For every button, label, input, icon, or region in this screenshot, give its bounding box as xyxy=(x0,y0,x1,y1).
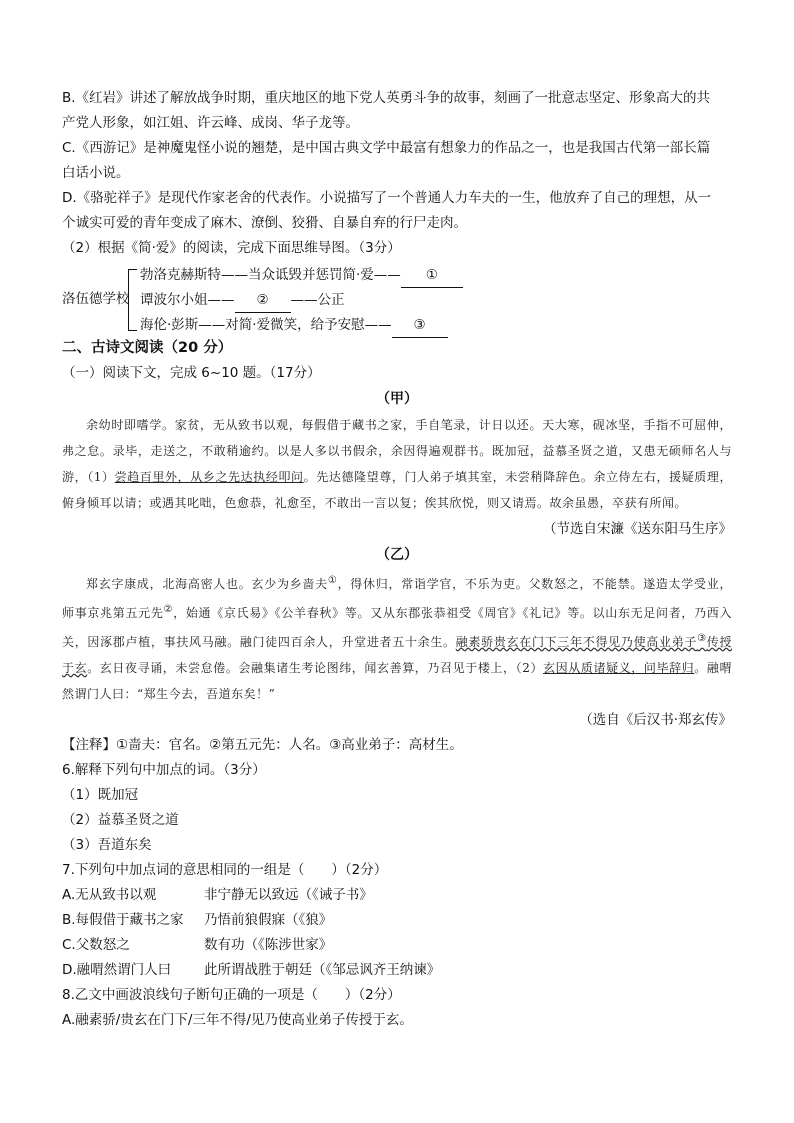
section-2-title: 二、古诗文阅读（20 分） xyxy=(62,340,233,356)
footnote-mark-1: ① xyxy=(327,575,338,586)
underlined-sentence-1: 尝趋百里外，从乡之先达执经叩问 xyxy=(114,470,304,484)
footnote-mark-3: ③ xyxy=(697,633,707,644)
question-6-item: （2）益慕圣贤之道 xyxy=(62,812,179,828)
passage-yi-title: （乙） xyxy=(376,547,418,563)
branch-text: 勃洛克赫斯特——当众诋毁并惩罚简·爱—— xyxy=(140,267,401,283)
answer-blank-3[interactable]: ③ xyxy=(392,313,448,338)
wavy-underline-sentence: 融素骄贵玄在门下三年不得见乃使高业弟子③传授于玄 xyxy=(62,633,732,675)
exam-page xyxy=(62,86,732,1033)
question-6-item: （1）既加冠 xyxy=(62,787,139,803)
passage-jia-source: （节选自宋濂《送东阳马生序》 xyxy=(543,521,732,537)
branch-text: 谭波尔小姐—— xyxy=(140,292,235,308)
answer-blank-2[interactable]: ② xyxy=(235,288,291,313)
passage-jia: 余幼时即嗜学。家贫，无从致书以观，每假借于藏书之家，手自笔录，计日以还。天大寒，砚冰坚，手指不可屈伸，弗之怠。录毕，走送之，不敢稍逾约。以是人多以书假余，余因得遍观群书。既加冠，益慕圣贤之道，又患无硕师名人与游，（1）尝趋百里外，从乡之先达执经叩问。先达德隆望尊，门人弟子填其室，未尝稍降辞色。余立侍左右，援疑质理，俯身倾耳以请；或遇其叱咄，色愈恭，礼愈至，不敢出一言以复；俟其欣悦，则又请焉。故余虽愚，卒获有所闻。 xyxy=(62,418,732,510)
question-6-item: （3）吾道东矣 xyxy=(62,837,152,853)
mind-map-root: 洛伍德学校 xyxy=(62,291,130,307)
option-d-line2: 个诚实可爱的青年变成了麻木、潦倒、狡猾、自暴自弃的行尸走肉。 xyxy=(62,215,467,231)
question-7-option[interactable]: C.父数怒之 数有功（《陈涉世家》 xyxy=(62,937,333,953)
question-7-option[interactable]: B.每假借于藏书之家 乃悟前狼假寐（《狼》 xyxy=(62,912,333,928)
passage-yi: 郑玄字康成，北海高密人也。玄少为乡啬夫①，得休归，常诣学官，不乐为吏。父数怒之，不能禁。遂造太学受业，师事京兆第五元先②，始通《京氏易》《公羊春秋》等。又从东郡张恭祖受《周官》《礼记》等。以山东无足问者，乃西入关，因涿郡卢植，事扶风马融。融门徒四百余人，升堂进者五十余生。融素骄贵玄在门下三年不得见乃使高业弟子③传授于玄。玄日夜寻诵，未尝怠倦。会融集诸生考论图纬，闻玄善算，乃召见于楼上，（2）玄因从质诸疑义，问毕辞归。融喟然谓门人曰：“郑生今去，吾道东矣！” xyxy=(62,575,732,701)
question-7-option[interactable]: D.融喟然谓门人曰 此所谓战胜于朝廷（《邹忌讽齐王纳谏》 xyxy=(62,962,441,978)
question-2-prompt: （2）根据《简·爱》的阅读，完成下面思维导图。（3分） xyxy=(62,240,401,256)
part-1-prompt: （一）阅读下文，完成 6~10 题。（17分） xyxy=(62,365,321,381)
mind-map-branch xyxy=(140,263,463,288)
footnote-mark-2: ② xyxy=(163,604,174,615)
question-8-option-a[interactable]: A.融素骄/贵玄在门下/三年不得/见乃使高业弟子传授于玄。 xyxy=(62,1012,413,1028)
mind-map-branch xyxy=(140,288,463,313)
question-8: 8.乙文中画波浪线句子断句正确的一项是（ ）（2分） xyxy=(62,987,401,1003)
mind-map-brace xyxy=(128,269,137,331)
option-c-line2: 白话小说。 xyxy=(62,165,130,181)
mind-map xyxy=(62,263,732,335)
option-b-line2: 产党人形象，如江姐、许云峰、成岗、华子龙等。 xyxy=(62,115,359,131)
passage-jia-title: （甲） xyxy=(376,391,418,407)
option-b-line1: B.《红岩》讲述了解放战争时期，重庆地区的地下党人英勇斗争的故事，刻画了一批意志坚定、形象高大的共 xyxy=(62,90,711,106)
question-7: 7.下列句中加点词的意思相同的一组是（ ）（2分） xyxy=(62,862,388,878)
mind-map-branches xyxy=(140,263,463,338)
mind-map-branch xyxy=(140,313,463,338)
option-d-line1: D.《骆驼祥子》是现代作家老舍的代表作。小说描写了一个普通人力车夫的一生，他放弃了自己的理想，从一 xyxy=(62,190,712,206)
answer-blank-1[interactable]: ① xyxy=(401,263,463,288)
underlined-sentence-2: 玄因从质诸疑义，问毕辞归 xyxy=(543,661,695,675)
option-c-line1: C.《西游记》是神魔鬼怪小说的翘楚，是中国古典文学中最富有想象力的作品之一，也是我国古代第一部长篇 xyxy=(62,140,711,156)
question-6: 6.解释下列句中加点的词。（3分） xyxy=(62,762,266,778)
question-7-option[interactable]: A.无从致书以观 非宁静无以致远（《诫子书》 xyxy=(62,887,373,903)
branch-text-tail: ——公正 xyxy=(290,292,345,308)
annotation-note: 【注释】①啬夫：官名。②第五元先：人名。③高业弟子：高材生。 xyxy=(62,737,463,753)
branch-text: 海伦·彭斯——对简·爱微笑，给予安慰—— xyxy=(140,317,392,333)
passage-yi-source: （选自《后汉书·郑玄传》 xyxy=(579,712,732,728)
